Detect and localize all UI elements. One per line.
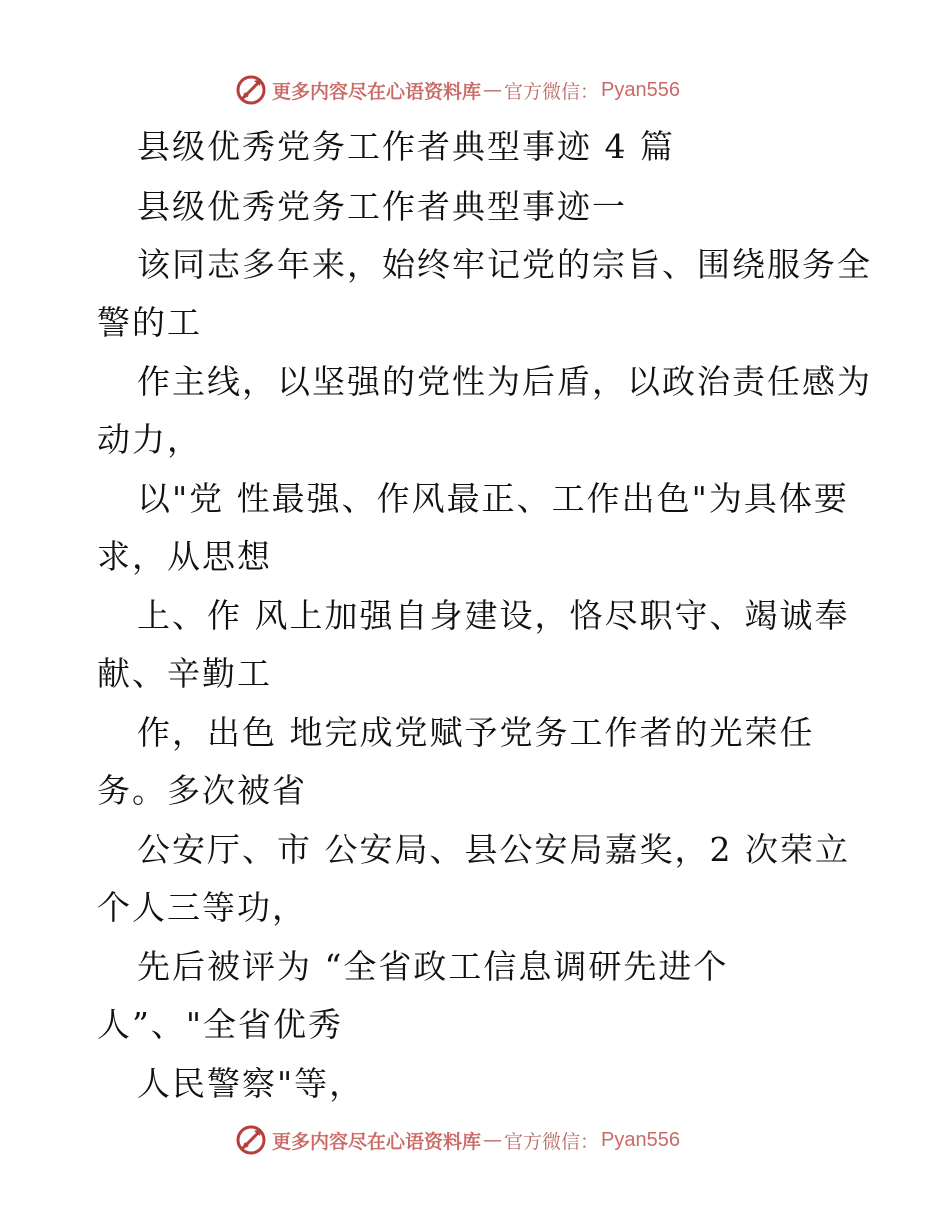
header-watermark-banner [234,72,680,108]
body-line: 以"党 性最强、作风最正、工作出色"为具体要 [137,479,849,518]
brand-logo-icon [234,73,268,107]
wechat-label: 官方微信： [504,80,600,103]
body-line: 公安厅、市 公安局、县公安局嘉奖，2 次荣立 [137,830,850,869]
body-line: 警的工 [97,303,202,342]
body-line: 个人三等功， [97,888,307,927]
body-line: 动力， [97,420,202,459]
banner-dash: — [483,1129,503,1151]
body-line: 献、辛勤工 [97,654,272,693]
footer-watermark-banner [234,1122,680,1158]
wechat-label: 官方微信： [504,1130,600,1153]
document-title: 县级优秀党务工作者典型事迹 4 篇 [137,127,675,166]
body-line: 上、作 风上加强自身建设，恪尽职守、竭诚奉 [137,596,850,635]
body-line: 作，出色 地完成党赋予党务工作者的光荣任 [137,713,815,752]
body-line: 该同志多年来，始终牢记党的宗旨、围绕服务全 [137,245,872,284]
body-line: 作主线，以坚强的党性为后盾，以政治责任感为 [137,362,872,401]
body-line: 人”、"全省优秀 [97,1005,344,1044]
site-promo-text: 更多内容尽在心语资料库 [272,80,482,103]
body-line: 求，从思想 [97,537,272,576]
section-heading: 县级优秀党务工作者典型事迹一 [137,187,627,226]
wechat-id: Pyan556 [601,78,680,101]
wechat-id: Pyan556 [601,1128,680,1151]
body-line: 务。多次被省 [97,771,307,810]
banner-dash: — [483,79,503,101]
site-promo-text: 更多内容尽在心语资料库 [272,1130,482,1153]
brand-logo-icon [234,1123,268,1157]
body-line: 先后被评为 “全省政工信息调研先进个 [137,947,729,986]
body-line: 人民警察"等， [137,1064,365,1103]
